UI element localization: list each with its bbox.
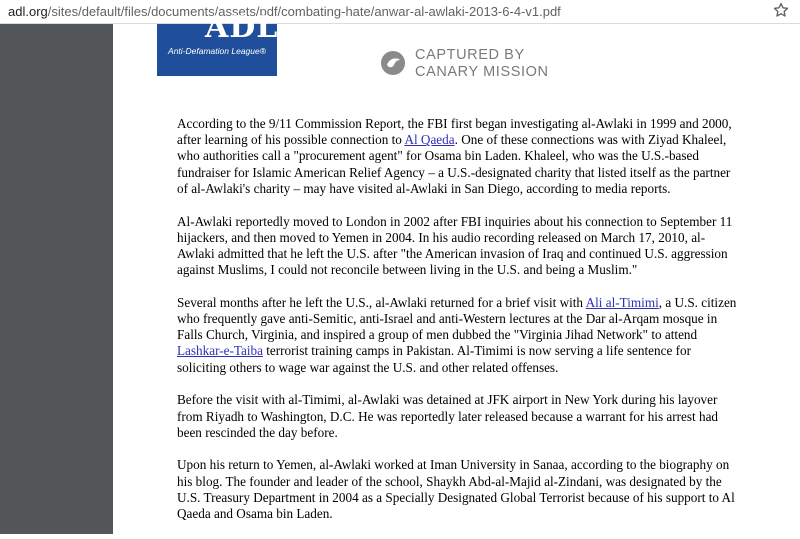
p1-text-after: . One of these connections was with Ziyad Khaleel, who authorities call a "procurement agent" for Osama bin Laden. Khaleel, who was the U.S.-based fundraiser for Islamic American Relief Agency – a U.S.-designated charity that listed itself as the partner of al-Awlaki's charity – may have visited al-Awlaki in San Diego, according to media reports. [177, 132, 731, 196]
url-host: adl.org [8, 4, 48, 19]
url-text[interactable] [8, 4, 561, 19]
document-body [177, 116, 737, 539]
adl-org-name: Anti-Defamation League® [168, 46, 266, 56]
p1-text-before: According to the 9/11 Commission Report, the FBI first began investigating al-Awlaki in 1999 and 2000, after learning of his possible connection to [177, 116, 732, 148]
captured-stamp [380, 46, 560, 82]
canary-mission-icon [380, 50, 406, 76]
stamp-line-2: CANARY MISSION [415, 64, 549, 80]
p3-text-before: Several months after he left the U.S., al-Awlaki returned for a brief visit with [177, 294, 586, 310]
address-bar[interactable] [0, 0, 800, 24]
paragraph-1 [177, 116, 737, 197]
adl-logo [157, 10, 279, 76]
star-icon[interactable] [772, 1, 790, 19]
adl-logo-letters: ADL [205, 10, 279, 45]
viewer-gutter [0, 24, 113, 534]
lashkar-e-taiba-link[interactable]: Lashkar-e-Taiba [177, 343, 263, 359]
paragraph-2: Al-Awlaki reportedly moved to London in 2002 after FBI inquiries about his connection to September 11 hijackers, and then moved to Yemen in 2004. In his audio recording released on March 17, 2010, al-Awlaki admitted that he left the U.S. after "the American invasion of Iraq and continued U.S. aggression against Muslims, I could not reconcile between living in the U.S. and being a Muslim." [177, 213, 733, 278]
p3-text-after: terrorist training camps in Pakistan. Al-Timimi is now serving a life sentence for soliciting others to wage war against the U.S. and other related offenses. [177, 343, 691, 375]
al-qaeda-link[interactable]: Al Qaeda [404, 132, 455, 148]
paragraph-4: Before the visit with al-Timimi, al-Awlaki was detained at JFK airport in New York during his layover from Riyadh to Washington, D.C. He was reportedly later released because a warrant for his arrest had been rescinded the day before. [177, 392, 719, 440]
url-path: /sites/default/files/documents/assets/pdf/combating-hate/anwar-al-awlaki-2013-6-4-v1.pdf [47, 4, 561, 19]
paragraph-3 [177, 295, 737, 376]
p3-text-middle: , a U.S. citizen who frequently gave anti-Semitic, anti-Israel and anti-Western lectures at the Dar al-Arqam mosque in Falls Church, Virginia, and inspired a group of men dubbed the "Virginia Jihad Network" to attend [177, 294, 737, 343]
ali-al-timimi-link[interactable]: Ali al-Timimi [585, 294, 659, 310]
stamp-line-1: CAPTURED BY [415, 47, 525, 63]
paragraph-5: Upon his return to Yemen, al-Awlaki worked at Iman University in Sanaa, according to the biography on his blog. The founder and leader of the school, Shaykh Abd-al-Majid al-Zindani, was designated by the U.S. Treasury Department in 2004 as a Specially Designated Global Terrorist because of his support to Al Qaeda and Osama bin Laden. [177, 457, 735, 522]
